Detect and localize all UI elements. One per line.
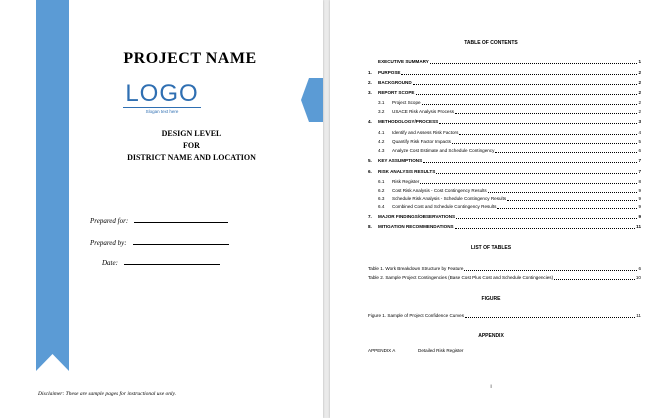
disclaimer: Disclaimer: These are sample pages for instructional use only. xyxy=(38,391,177,397)
toc-leader-dots xyxy=(413,84,638,85)
toc-entry-page: 8 xyxy=(638,179,641,184)
toc-entry[interactable] xyxy=(368,59,641,65)
prepared-for-field xyxy=(90,216,228,225)
date-field xyxy=(102,258,220,267)
figure-entry-page: 11 xyxy=(636,313,641,318)
toc-entry-label: Analyze Cost Estimate and Schedule Contingency xyxy=(392,148,495,153)
appendix-heading: APPENDIX xyxy=(478,333,504,339)
toc-entry-number: 4. xyxy=(368,119,372,124)
toc-heading: TABLE OF CONTENTS xyxy=(464,40,518,46)
toc-entry-number: 1. xyxy=(368,70,372,75)
toc-entry-page: 4 xyxy=(638,130,641,135)
toc-entry-number: 2. xyxy=(368,80,372,85)
toc-leader-dots xyxy=(422,104,638,105)
prepared-for-line xyxy=(134,216,228,223)
date-label: Date: xyxy=(102,259,118,267)
prepared-for-label: Prepared for: xyxy=(90,217,129,225)
toc-entry-number: 6.4 xyxy=(378,204,385,209)
table-leader-dots xyxy=(554,279,635,280)
toc-entry-number: 6.3 xyxy=(378,196,385,201)
toc-leader-dots xyxy=(401,74,637,75)
toc-leader-dots xyxy=(452,143,637,144)
figure-leader-dots xyxy=(465,317,635,318)
toc-entry-page: 9 xyxy=(638,188,641,193)
figure-entry-label: Figure 1. Sample of Project Confidence Curves xyxy=(368,313,465,318)
toc-entry-number: 4.3 xyxy=(378,148,385,153)
prepared-by-line xyxy=(133,238,229,245)
design-line-2: FOR xyxy=(183,141,200,150)
toc-entry-label: PURPOSE xyxy=(378,70,401,75)
table-entry-page: 6 xyxy=(638,266,641,271)
toc-entry-page: 5 xyxy=(638,139,641,144)
table-entry-label: Table 1. Work Breakdown Structure by Feature xyxy=(368,266,464,271)
appendix-title: Detailed Risk Register xyxy=(418,348,464,353)
toc-entry-label: BACKGROUND xyxy=(378,80,412,85)
toc-leader-dots xyxy=(456,218,637,219)
page-edge-tab xyxy=(301,78,323,122)
toc-entry-page: 7 xyxy=(638,158,641,163)
toc-leader-dots xyxy=(455,228,636,229)
toc-entry-number: 7. xyxy=(368,214,372,219)
table-leader-dots xyxy=(464,270,637,271)
toc-entry-number: 6.1 xyxy=(378,179,385,184)
table-entry-page: 10 xyxy=(635,275,641,280)
toc-entry[interactable] xyxy=(368,179,641,185)
toc-entry[interactable] xyxy=(368,80,641,86)
design-level-heading xyxy=(60,128,323,164)
appendix-label: APPENDIX A xyxy=(368,348,396,353)
toc-entry[interactable] xyxy=(368,158,641,164)
toc-entry-number: 4.1 xyxy=(378,130,385,135)
project-title: PROJECT NAME xyxy=(123,50,257,67)
toc-entry-page: 6 xyxy=(638,148,641,153)
toc-entry[interactable] xyxy=(368,224,641,230)
toc-entry-number: 3.2 xyxy=(378,109,385,114)
toc-entry-label: MAJOR FINDINGS/OBSERVATIONS xyxy=(378,214,456,219)
toc-entry-page: 2 xyxy=(638,90,641,95)
toc-entry-page: 1 xyxy=(638,59,641,64)
figure-heading: FIGURE xyxy=(481,296,501,302)
toc-entry-label: METHODOLOGY/PROCESS xyxy=(378,119,439,124)
toc-leader-dots xyxy=(455,113,637,114)
logo: LOGO xyxy=(125,80,199,107)
design-line-1: DESIGN LEVEL xyxy=(161,129,222,138)
toc-leader-dots xyxy=(423,162,637,163)
toc-entry[interactable] xyxy=(368,130,641,136)
toc-entry-page: 2 xyxy=(638,70,641,75)
toc-entry[interactable] xyxy=(368,169,641,175)
toc-entry-page: 7 xyxy=(638,169,641,174)
toc-entry[interactable] xyxy=(368,100,641,106)
figure-entry[interactable] xyxy=(368,313,641,319)
toc-leader-dots xyxy=(439,123,637,124)
table-entry[interactable] xyxy=(368,266,641,272)
toc-leader-dots xyxy=(488,192,638,193)
toc-leader-dots xyxy=(495,152,637,153)
toc-leader-dots xyxy=(416,94,638,95)
toc-leader-dots xyxy=(497,208,637,209)
toc-entry[interactable] xyxy=(368,196,641,202)
toc-entry[interactable] xyxy=(368,70,641,76)
toc-entry-number: 3.1 xyxy=(378,100,385,105)
toc-entry[interactable] xyxy=(368,109,641,115)
toc-entry-label: Schedule Risk Analysis - Schedule Contingency Results xyxy=(392,196,507,201)
toc-entry-number: 4.2 xyxy=(378,139,385,144)
prepared-by-label: Prepared by: xyxy=(90,239,127,247)
appendix-entry[interactable] xyxy=(368,348,464,354)
toc-entry-label: Quantify Risk Factor Impacts xyxy=(392,139,451,144)
toc-entry-label: REPORT SCOPE xyxy=(378,90,415,95)
toc-entry-label: EXECUTIVE SUMMARY xyxy=(378,59,429,64)
date-line xyxy=(124,258,220,265)
table-entry[interactable] xyxy=(368,275,641,281)
toc-entry-number: 6. xyxy=(368,169,372,174)
toc-entry[interactable] xyxy=(368,119,641,125)
toc-entry-label: Cost Risk Analysis - Cost Contingency Results xyxy=(392,188,487,193)
toc-entry-number: 5. xyxy=(368,158,372,163)
toc-entry-label: Combined Cost and Schedule Contingency Results xyxy=(392,204,497,209)
toc-entry-label: Project Scope xyxy=(392,100,421,105)
toc-entry-page: 9 xyxy=(638,214,641,219)
toc-entry-label: KEY ASSUMPTIONS xyxy=(378,158,423,163)
toc-page xyxy=(330,0,652,418)
toc-entry-page: 3 xyxy=(638,119,641,124)
toc-leader-dots xyxy=(507,200,637,201)
toc-entry-label: USACE Risk Analysis Process xyxy=(392,109,455,114)
toc-leader-dots xyxy=(420,183,637,184)
toc-entry-label: RISK ANALYSIS RESULTS xyxy=(378,169,436,174)
toc-leader-dots xyxy=(430,63,638,64)
toc-entry-page: 2 xyxy=(638,80,641,85)
toc-entry-page: 2 xyxy=(638,100,641,105)
toc-entry[interactable] xyxy=(368,90,641,96)
table-entry-label: Table 2. Sample Project Contingencies (Base Cost Plus Cost and Schedule Contingencies) xyxy=(368,275,554,280)
toc-entry[interactable] xyxy=(368,214,641,220)
cover-page xyxy=(0,0,323,418)
toc-entry[interactable] xyxy=(368,188,641,194)
toc-entry-page: 9 xyxy=(638,196,641,201)
toc-leader-dots xyxy=(436,173,637,174)
toc-entry-page: 9 xyxy=(638,204,641,209)
toc-leader-dots xyxy=(459,134,637,135)
toc-entry[interactable] xyxy=(368,139,641,145)
toc-entry-number: 3. xyxy=(368,90,372,95)
logo-block xyxy=(122,82,202,114)
toc-entry-label: Risk Register xyxy=(392,179,420,184)
toc-entry[interactable] xyxy=(368,204,641,210)
slogan: Slogan text here xyxy=(145,109,179,114)
toc-entry-label: Identify and Assess Risk Factors xyxy=(392,130,459,135)
toc-entry-label: MITIGATION RECOMMENDATIONS xyxy=(378,224,454,229)
toc-entry[interactable] xyxy=(368,148,641,154)
design-line-3: DISTRICT NAME AND LOCATION xyxy=(127,153,256,162)
toc-entry-page: 2 xyxy=(638,109,641,114)
toc-entry-number: 8. xyxy=(368,224,372,229)
page-number: i xyxy=(490,384,492,390)
toc-entry-number: 6.2 xyxy=(378,188,385,193)
prepared-by-field xyxy=(90,238,229,247)
toc-entry-page: 11 xyxy=(636,224,641,229)
list-of-tables-heading: LIST OF TABLES xyxy=(470,245,512,251)
